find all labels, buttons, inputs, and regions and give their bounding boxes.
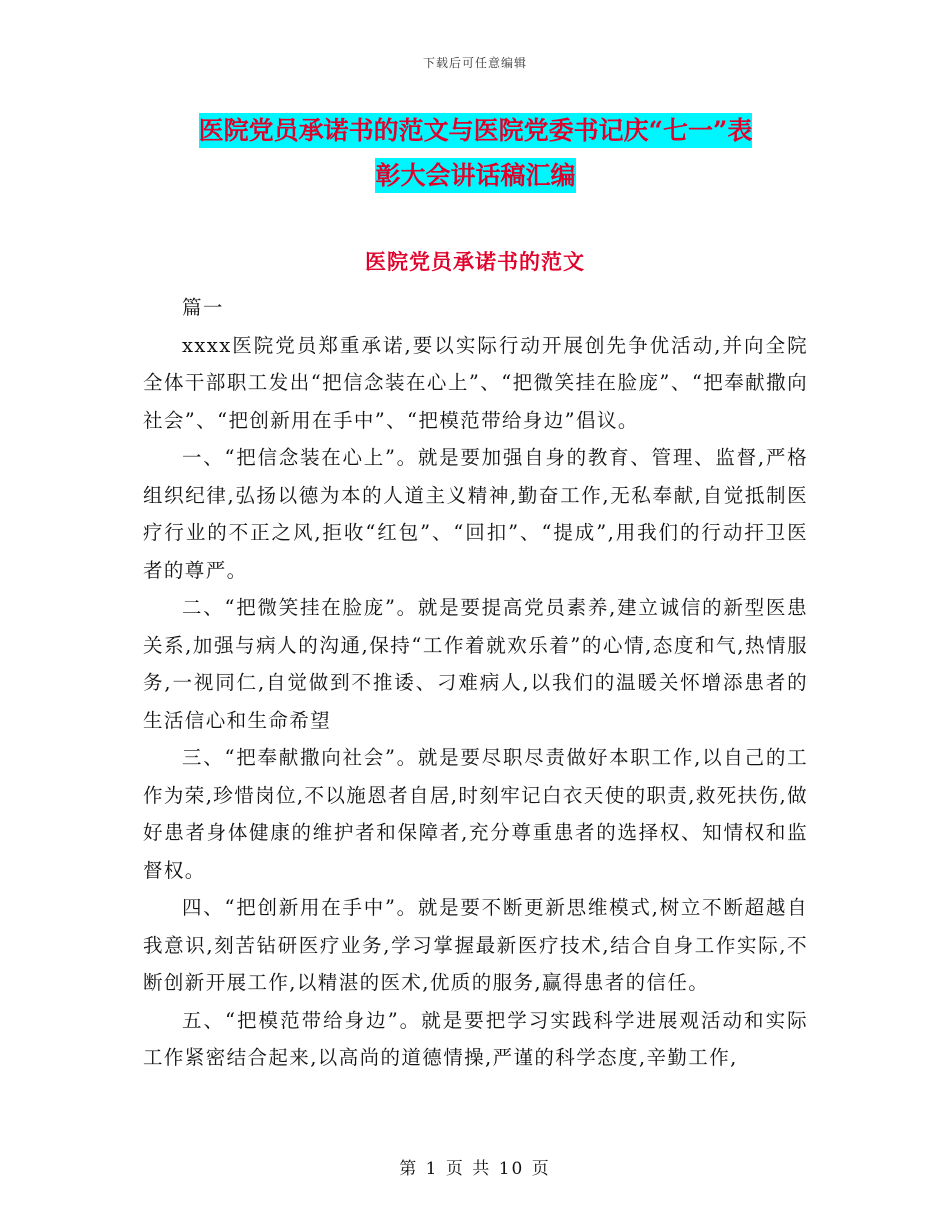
paragraph-point-3: 三、“把奉献撒向社会”。就是要尽职尽责做好本职工作,以自己的工作为荣,珍惜岗位,不以施恩者自居,时刻牢记白衣天使的职责,救死扶伤,做好患者身体健康的维护者和保障者,充分尊重患者的选择权、知情权和监督权。 [143, 746, 808, 882]
paragraph-point-5: 五、“把模范带给身边”。就是要把学习实践科学进展观活动和实际工作紧密结合起来,以高尚的道德情操,严谨的科学态度,辛勤工作, [143, 1008, 808, 1069]
document-title [143, 108, 808, 198]
page-header-note: 下载后可任意编辑 [422, 56, 527, 70]
section-title: 医院党员承诺书的范文 [365, 249, 585, 274]
page-number-footer: 第 1 页 共 10 页 [399, 1159, 551, 1179]
paragraph-point-4: 四、“把创新用在手中”。就是要不断更新思维模式,树立不断超越自我意识,刻苦钻研医疗业务,学习掌握最新医疗技术,结合自身工作实际,不断创新开展工作,以精湛的医术,优质的服务,赢得患者的信任。 [143, 896, 808, 994]
part-label: 篇一 [182, 296, 224, 319]
document-title-line-1: 医院党员承诺书的范文与医院党委书记庆“七一”表 [199, 113, 753, 148]
document-body [143, 289, 808, 1077]
paragraph-intro: xxxx医院党员郑重承诺,要以实际行动开展创先争优活动,并向全院全体干部职工发出“把信念装在心上”、“把微笑挂在脸庞”、“把奉献撒向社会”、“把创新用在手中”、“把模范带给身边”倡议。 [143, 333, 808, 432]
paragraph-point-1: 一、“把信念装在心上”。就是要加强自身的教育、管理、监督,严格组织纪律,弘扬以德为本的人道主义精神,勤奋工作,无私奉献,自觉抵制医疗行业的不正之风,拒收“红包”、“回扣”、“提成”,用我们的行动扞卫医者的尊严。 [143, 446, 808, 582]
paragraph-point-2: 二、“把微笑挂在脸庞”。就是要提高党员素养,建立诚信的新型医患关系,加强与病人的沟通,保持“工作着就欢乐着”的心情,态度和气,热情服务,一视同仁,自觉做到不推诿、刁难病人,以我们的温暖关怀增添患者的生活信心和生命希望 [143, 596, 808, 732]
document-title-line-2: 彰大会讲话稿汇编 [375, 158, 575, 193]
